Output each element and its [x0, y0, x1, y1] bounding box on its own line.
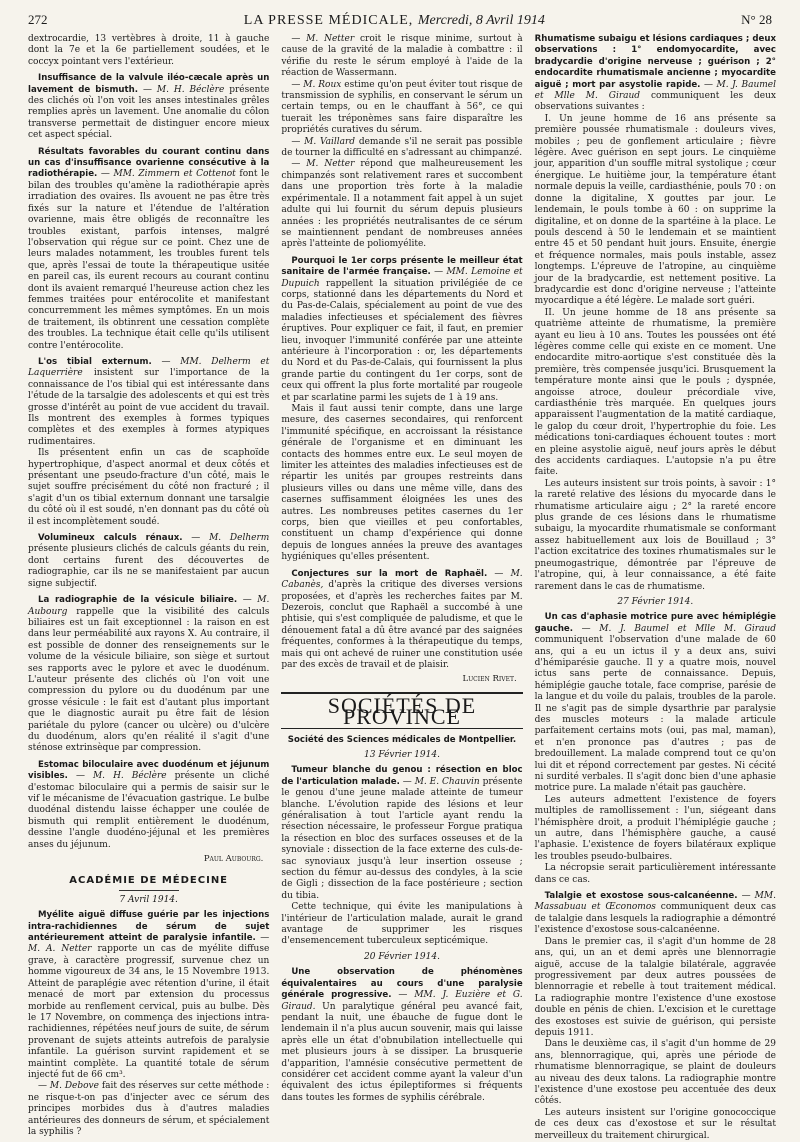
article-text: rappellent la situation privilégiée de ce corps, stationné dans les départements du Nord et du Pas-de-Calais, spécialement au point de vue des maladies infectieuses et spécialement des fièvres éruptives. Pour expliquer ce fait, il faut, en premier lieu, invoquer l'immunité conférée par une atteinte antérieure à l'incorporation : or, les départements du Nord et du Pas-de-Calais, qui fournissent la plus grande partie du contingent du 1er corps, sont de ceux qui offrent la plus forte mortalité par rougeole et par scarlatine parmi les sujets de 1 à 19 ans. [281, 278, 523, 403]
article-author: M. J. Baumel et Mlle M. Giraud [534, 79, 776, 102]
article-text: fait des réserves sur cette méthode : ne risque-t-on pas d'injecter avec ce sérum des principes morbides dus à d'autres maladies antérieures des donneurs de sérum, et spécialement la syphilis ? [28, 1081, 270, 1137]
society-title: Société des Sciences médicales de Montpellier. [287, 734, 517, 745]
discussion-netter-2: — M. Netter répond que malheureusement les chimpanzés sont relativement rares et succombent dans une proportion très forte à la maladie expérimentale. Il a notamment fait appel à un sujet adulte qui lui fournit du sérum depuis plusieurs années : les propriétés neutralisantes de ce sérum se maintiennent pendant de nombreuses années après l'atteinte de poliomyélite. [281, 159, 523, 250]
article-title: Une observation de phénomènes équivalentaires au cours d'une paralysie générale progressive. [281, 967, 523, 1001]
article-delherm-2: Volumineux calculs rénaux. — M. Delherm présente plusieurs clichés de calculs géants du rein, dont certains furent des découvertes de radiographie, car ils ne se manifestaient par aucun signe subjectif. [28, 533, 270, 589]
section-rule [119, 890, 179, 891]
signature: Paul Aubourg. [203, 854, 264, 865]
article-text: répond que malheureusement les chimpanzés sont relativement rares et succombent dans une proportion très forte à la maladie expérimentale. Il a notamment fait appel à un sujet adulte qui lui fournit du sérum depuis plusieurs années : les propriétés neutralisantes de ce sérum se maintiennent pendant de nombreuses années après l'atteinte de poliomyélite. [281, 159, 523, 250]
article-baumel-1: Rhumatisme subaigu et lésions cardiaques ; deux observations : 1° endomyocardite, avec bradycardie d'origine nerveuse ; guérison ; 2° endocardite rhumatismale ancienne ; myocardite aiguë ; mort par asystolie rapide. — M. J. Baumel et Mlle M. Giraud communiquent les deux observations suivantes : [534, 34, 776, 113]
discussion-debove: — M. Debove fait des réserves sur cette méthode : ne risque-t-on pas d'injecter avec ce sérum des principes morbides dus à d'autres maladies antérieures des donneurs de sérum, et spécialement la syphilis ? [28, 1081, 270, 1137]
article-author: MM. Lemoine et Dupuich [281, 267, 523, 289]
article-chauvin: Tumeur blanche du genou : résection en bloc de l'articulation malade. — M. E. Chauvin présente le genou d'une jeune malade atteinte de tumeur blanche. L'évolution rapide des lésions et leur généralisation à tout l'article ayant rendu la résection nécessaire, le professeur Forgue pratiqua la résection en bloc des surfaces osseuses et de la synoviale : dissection de la face externe des culs-de-sac synoviaux jusqu'à leur insertion osseuse ; section du fémur au-dessus des condyles, à la scie de Gigli ; dissection de la face postérieure ; section du tibia. [281, 765, 523, 901]
signature: Lucien Rivet. [462, 674, 517, 685]
article-author: M. A. Netter [28, 944, 92, 955]
article-text: présente un cliché d'estomac biloculaire qui a permis de saisir sur le vif le mécanisme de l'évacuation gastrique. Le bulbe duodénal distendu laisse échapper une coulée de bismuth qui remplit entièrement le duodénum, dessine l'angle duodéno-jéjunal et les premières anses du jéjunum. [28, 771, 270, 850]
paragraph: La nécropsie serait particulièrement intéressante dans ce cas. [534, 863, 776, 885]
section-title: ACADÉMIE DE MÉDECINE [69, 875, 229, 887]
article-text: communiquent les deux observations suivantes : [534, 91, 776, 113]
article-baumel-2: Un cas d'aphasie motrice pure avec hémiplégie gauche. — M. J. Baumel et Mlle M. Giraud communiquent l'observation d'une malade de 60 ans, qui a eu un ictus il y a deux ans, suivi d'hémiparésie gauche. Il y a quatre mois, nouvel ictus sans perte de connaissance. Depuis, hémiplégie gauche totale, face comprise, parésie de la langue et du voile du palais, troubles de la parole. Il ne s'agit pas de simple dysarthrie par paralysie des muscles moteurs : la malade articule parfaitement certains mots (oui, pas mal, maman), et n'en prononce pas d'autres ; pas de bredouillement. La malade comprend tout ce qu'on lui dit et répond correctement par gestes. Ni cécité ni surdité verbales. Il s'agit donc bien d'une aphasie motrice pure. La malade n'était pas gauchère. [534, 612, 776, 794]
article-title: Tumeur blanche du genou : résection en bloc de l'articulation malade. [281, 765, 523, 787]
discussion-roux: — M. Roux estime qu'on peut éviter tout risque de transmission de syphilis, en conservant le sérum un certain temps, ou en le chauffant à 56°, ce qui tuerait les tréponèmes sans faire disparaître les propriétés curatives du sérum. [281, 79, 523, 136]
paragraph: Cette technique, qui évite les manipulations à l'intérieur de l'articulation malade, aurait le grand avantage de supprimer les risques d'ensemencement tuberculeux septicémique. [281, 902, 523, 947]
column-2 [281, 34, 523, 1103]
article-text: insistent sur l'importance de la connaissance de l'os tibial qui est intéressante dans l'étude de la tarsalgie des adolescents et qui est très grosse d'intérêt au point de vue accident du travail. Ils montrent des exemples à formes typiques complètes et des exemples à formes atypiques rudimentaires. [28, 368, 270, 447]
column-1 [28, 34, 270, 1137]
article-massabuau: Talalgie et exostose sous-calcanéenne. — MM. Massabuau et Œconomos communiquent deux cas de talalgie dans lesquels la radiographie a démontré l'existence d'exostose sous-calcanéenne. [534, 891, 776, 936]
session-date: 20 Février 1914. [364, 951, 440, 962]
article-author: MM. Delherm et Laquerrière [28, 356, 270, 379]
article-title: Conjectures sur la mort de Raphaël. [291, 568, 488, 579]
article-aubourg: La radiographie de la vésicule biliaire. — M. Aubourg rappelle que la visibilité des calculs biliaires est un fait exceptionnel : la raison en est dans leur perméabilité aux rayons X. Au contraire, il est possible de donner des renseignements sur le volume de la vésicule biliaire, son siège et surtout ses rapports avec le pylore et avec le duodénum. L'auteur présente des clichés où l'on voit une compression du pylore ou du duodénum par une grosse vésicule : le fait est d'autant plus important que le diagnostic aurait pu être fait de lésion pariétale du pylore (cancer ou ulcère) ou d'ulcère du duodénum, alors qu'en réalité il s'agit d'une sténose extrinsèque par compression. [28, 595, 270, 754]
paragraph: Dans le deuxième cas, il s'agit d'un homme de 29 ans, blennorragique, qui, après une période de rhumatisme blennorragique, se plaint de douleurs au niveau des deux talons. La radiographie montre l'existence d'une exostose peu accentuée des deux côtés. [534, 1039, 776, 1107]
article-zimmern: Résultats favorables du courant continu dans un cas d'insuffisance ovarienne consécutive à la radiothérapie. — MM. Zimmern et Cottenot font le bilan des troubles qu'amène la radiothérapie après irradiation des ovaires. Ils avouent ne pas être très fixés sur la nature et l'étendue de l'altération ovarienne, mais être obligés de reconnaître les troubles existant, parfois intenses, malgré l'observation qui régue sur ce point. Chez une de leurs malades notamment, les troubles furent tels que, après l'essai de toute la thérapeutique usitée en pareil cas, ils eurent recours au courant continu dont ils avaient remarqué l'heureuse action chez les femmes traitées pour entérocolite et manifestant concurremment les mêmes symptômes. En un mois de traitement, ils obtinrent une cessation complète des troubles. La technique était celle qu'ils utilisent contre l'entérocolite. [28, 146, 270, 351]
article-text: estime qu'on peut éviter tout risque de transmission de syphilis, en conservant le sérum un certain temps, ou en le chauffant à 56°, ce qui tuerait les tréponèmes sans faire disparaître les propriétés curatives du sérum. [281, 79, 523, 136]
article-delherm-1: L'os tibial externum. — MM. Delherm et Laquerrière insistent sur l'importance de la connaissance de l'os tibial qui est intéressante dans l'étude de la tarsalgie des adolescents et qui est très grosse d'intérêt au point de vue accident du travail. Ils montrent des exemples à formes typiques complètes et des exemples à formes atypiques rudimentaires. [28, 356, 270, 447]
article-text: présente des clichés où l'on voit les anses intestinales grêles remplies après un lavement. Une anomalie du côlon transverse permettait de distinguer encore mieux cet aspect spécial. [28, 84, 270, 141]
section-banner: SOCIÉTÉS DE PROVINCE [281, 692, 522, 729]
article-text: communiquent deux cas de talalgie dans lesquels la radiographie a démontré l'existence d'exostose sous-calcanéenne. [534, 902, 776, 936]
article-author: MM. Zimmern et Cottenot [113, 169, 236, 180]
article-title: La radiographie de la vésicule biliaire. [38, 595, 238, 606]
article-author: M. E. Chauvin [414, 776, 480, 787]
paragraph: dextrocardie, 13 vertèbres à droite, 11 à gauche dont la 7e et la 6e partiellement soudées, et le coccyx pointant vers l'extérieur. [28, 34, 270, 67]
discussion-netter-1: — M. Netter croit le risque minime, surtout à cause de la gravité de la maladie à combattre : il vérifie du reste le sérum employé à l'aide de la réaction de Wassermann. [281, 34, 523, 79]
article-title: Insuffisance de la valvule iléo-cæcale après un lavement de bismuth. [28, 73, 270, 95]
paragraph: Les auteurs insistent sur l'origine gonococcique de ces deux cas d'exostose et sur le résultat merveilleux du traitement chirurgical. [534, 1107, 776, 1141]
article-author: M. Roux [303, 79, 342, 90]
article-title: Pourquoi le 1er corps présente le meilleur état sanitaire de l'armée française. [281, 255, 523, 278]
article-lemoine: Pourquoi le 1er corps présente le meilleur état sanitaire de l'armée française. — MM. Lemoine et Dupuich rappellent la situation privilégiée de ce corps, stationné dans les départements du Nord et du Pas-de-Calais, spécialement au point de vue des maladies infectieuses et spécialement des fièvres éruptives. Pour expliquer ce fait, il faut, en premier lieu, invoquer l'immunité conférée par une atteinte antérieure à l'incorporation : or, les départements du Nord et du Pas-de-Calais, qui fournissent la plus grande partie du contingent du 1er corps, sont de ceux qui offrent la plus forte mortalité par rougeole et par scarlatine parmi les sujets de 1 à 19 ans. [281, 255, 523, 403]
article-cabanes: Conjectures sur la mort de Raphaël. — M. Cabanès, d'après la critique des diverses versions proposées, et d'après les recherches faites par M. Dezerois, conclut que Raphaël a succombé à une phtisie, qui s'est compliquée de paludisme, et que le dénouement fatal a dû être avancé par des saignées fréquentes, conformes à la thérapeutique du temps, mais qui ont achevé de ruiner une constitution usée par des excès de travail et de plaisir. [281, 568, 523, 670]
article-title: Résultats favorables du courant continu dans un cas d'insuffisance ovarienne consécutive à la radiothérapie. [28, 146, 270, 180]
article-author: M. Vaillard [304, 136, 356, 147]
article-text: Un paralytique général peu avancé fait, pendant la nuit, une ébauche de fugue dont le lendemain il n'a plus aucun souvenir, mais qui laisse après elle un état d'obnubilation intellectuelle qui met plusieurs jours à se dissiper. La brusquerie d'apparition, l'amnésie consécutive permettent de considérer cet accident comme ayant la valeur d'un équivalent des ictus épileptiformes si fréquents dans toutes les formes de syphilis cérébrale. [281, 1001, 523, 1103]
article-author: M. J. Baumel et Mlle M. Giraud [599, 623, 776, 634]
page-number: 272 [28, 12, 48, 27]
masthead-title: LA PRESSE MÉDICALE, [243, 13, 414, 28]
article-author: M. H. Béclère [92, 771, 167, 782]
article-text: d'après la critique des diverses versions proposées, et d'après les recherches faites par M. Dezerois, conclut que Raphaël a succombé à une phtisie, qui s'est compliquée de paludisme, et que le dénouement fatal a dû être avancé par des saignées fréquentes, conformes à la thérapeutique du temps, mais qui ont achevé de ruiner une constitution usée par des excès de travail et de plaisir. [281, 580, 523, 670]
article-title: Estomac biloculaire avec duodénum et jéjunum visibles. [28, 759, 270, 782]
issue-date: Mercredi, 8 Avril 1914 [417, 13, 545, 28]
section-date: 7 Avril 1914. [119, 894, 178, 905]
article-text: demande s'il ne serait pas possible de tourner la difficulté en s'adressant au chimpanzé. [281, 136, 523, 159]
article-author: M. Debove [49, 1081, 99, 1092]
article-author: M. H. Béclère [156, 84, 225, 95]
observation-2: II. Un jeune homme de 18 ans présente sa quatrième atteinte de rhumatisme, la première ayant eu lieu à 10 ans. Toutes les poussées ont été légères comme celle qui existe en ce moment. Une endocardite mitro-aortique s'est constituée dès la première, très compensée jusqu'ici. Brusquement la température monte ainsi que le pouls ; dyspnée, angoisse atroce, douleur précordiale vive, cardiasthénie très marquée. En quelques jours apparaissent l'augmentation de la matité cardiaque, le galop du cœur droit, l'hypertrophie du foie. Les médications toni-cardiaques échouent toutes : mort en pleine asystolie aiguë, neuf jours après le début des accidents cardiaques. L'autopsie n'a pu être faite. [534, 307, 776, 478]
session-date: 27 Février 1914. [617, 596, 694, 607]
column-3 [534, 34, 776, 1141]
article-beclere-2: Estomac biloculaire avec duodénum et jéjunum visibles. — M. H. Béclère présente un cliché d'estomac biloculaire qui a permis de saisir sur le vif le mécanisme de l'évacuation gastrique. Le bulbe duodénal distendu laisse échapper une coulée de bismuth qui remplit entièrement le duodénum, dessine l'angle duodéno-jéjunal et les premières anses du jéjunum. [28, 759, 270, 850]
article-netter: Myélite aiguë diffuse guérie par les injections intra-rachidiennes de sérum de sujet antérieurement atteint de paralysie infantile. — M. A. Netter rapporte un cas de myélite diffuse grave, à caractère progressif, survenue chez un homme vigoureux de 34 ans, le 15 Novembre 1913. Atteint de paraplégie avec rétention d'urine, il était menacé de mort par extension du processus morbide au renflement cervical, puis au bulbe. Dès le 17 Novembre, on commença des injections intra-rachidiennes, répétées neuf jours de suite, de sérum provenant de sujets atteints autrefois de paralysie infantile. La guérison survint rapidement et se maintint complète. La quantité totale de sérum injecté fut de 66 cm³. [28, 910, 270, 1080]
paragraph: Les auteurs admettent l'existence de foyers multiples de ramollissement : l'un, siégeant dans l'hémisphère droit, a produit l'hémiplégie gauche ; un autre, dans l'hémisphère gauche, a causé l'aphasie. L'existence de foyers bilatéraux explique les troubles pseudo-bulbaires. [534, 794, 776, 862]
paragraph: Les auteurs insistent sur trois points, à savoir : 1° la rareté relative des lésions du myocarde dans le rhumatisme articulaire aigu ; 2° la rareté encore plus grande de ces lésions dans le rhumatisme subaigu, la myocardite rhumatismale se conformant assez habituellement aux lois de Bouillaud ; 3° l'action excitatrice des toxines rhumatismales sur le pneumogastrique, démontrée par l'épreuve de l'atropine, qui, à leur connaissance, a été faite rarement dans le cas de rhumatisme. [534, 478, 776, 592]
article-columns [28, 34, 776, 1141]
article-author: M. Delherm [209, 533, 270, 544]
article-author: MM. J. Euzière et G. Giraud. [281, 990, 523, 1012]
article-author: M. Aubourg [28, 595, 270, 617]
article-beclere-1: Insuffisance de la valvule iléo-cæcale après un lavement de bismuth. — M. H. Béclère présente des clichés où l'on voit les anses intestinales grêles remplies après un lavement. Une anomalie du côlon transverse permettait de distinguer encore mieux cet aspect spécial. [28, 73, 270, 141]
masthead [244, 13, 545, 29]
paragraph: Ils présentent enfin un cas de scaphoïde hypertrophique, d'aspect anormal et deux côtés et présentant une pseudo-fracture d'un côté, mais le sujet souffre précisément du côté non fracturé ; il s'agit d'un os tibial externum donnant une tarsalgie du côté où il est soudé, n'en donnant pas du côté où il est incomplètement soudé. [28, 448, 270, 527]
article-text: rapporte un cas de myélite diffuse grave, à caractère progressif, survenue chez un homme vigoureux de 34 ans, le 15 Novembre 1913. Atteint de paraplégie avec rétention d'urine, il était menacé de mort par extension du processus morbide au renflement cervical, puis au bulbe. Dès le 17 Novembre, on commença des injections intra-rachidiennes, répétées neuf jours de suite, de sérum provenant de sujets atteints autrefois de paralysie infantile. La guérison survint rapidement et se maintint complète. La quantité totale de sérum injecté fut de 66 cm³. [28, 944, 270, 1080]
article-title: Volumineux calculs rénaux. [38, 533, 183, 544]
article-text: communiquent l'observation d'une malade de 60 ans, qui a eu un ictus il y a deux ans, suivi d'hémiparésie gauche. Il y a quatre mois, nouvel ictus sans perte de connaissance. Depuis, hémiplégie gauche totale, face comprise, parésie de la langue et du voile du palais, troubles de la parole. Il ne s'agit pas de simple dysarthrie par paralysie des muscles moteurs : la malade articule parfaitement certains mots (oui, pas mal, maman), et n'en prononce pas d'autres ; pas de bredouillement. La malade comprend tout ce qu'on lui dit et répond correctement par gestes. Ni cécité ni surdité verbales. Il s'agit donc bien d'une aphasie motrice pure. La malade n'était pas gauchère. [534, 635, 776, 794]
article-text: présente plusieurs clichés de calculs géants du rein, dont certains furent des découvertes de radiographie, car ils ne se manifestaient par aucun signe subjectif. [28, 544, 270, 589]
article-text: présente le genou d'une jeune malade atteinte de tumeur blanche. L'évolution rapide des lésions et leur généralisation à tout l'article ayant rendu la résection nécessaire, le professeur Forgue pratiqua la résection en bloc des surfaces osseuses et de la synoviale : dissection de la face externe des culs-de-sac synoviaux jusqu'à leur insertion osseuse ; section du fémur au-dessus des condyles, à la scie de Gigli ; dissection de la face postérieure ; section du tibia. [281, 776, 523, 901]
article-text: rappelle que la visibilité des calculs biliaires est un fait exceptionnel : la raison en est dans leur perméabilité aux rayons X. Au contraire, il est possible de donner des renseignements sur le volume de la vésicule biliaire, son siège et surtout ses rapports avec le pylore et avec le duodénum. L'auteur présente des clichés où l'on voit une compression du pylore ou du duodénum par une grosse vésicule : le fait est d'autant plus important que le diagnostic aurait pu être fait de lésion pariétale du pylore (cancer ou ulcère) ou d'ulcère du duodénum, alors qu'en réalité il s'agit d'une sténose extrinsèque par compression. [28, 606, 270, 754]
article-author: MM. Massabuau et Œconomos [534, 891, 776, 913]
paragraph: Dans le premier cas, il s'agit d'un homme de 28 ans, qui, un an et demi après une blennorragie aiguë, accuse de la talalgie bilatérale, aggravée progressivement par deux autres poussées de blennorragie et rebelle à tout traitement médical. La radiographie montre l'existence d'une exostose double en pénis de chien. L'excision et le curettage des exostoses est suivie de guérison, qui persiste depuis 1911. [534, 936, 776, 1038]
article-author: M. Netter [306, 159, 355, 170]
observation-1: I. Un jeune homme de 16 ans présente sa première poussée rhumatismale : douleurs vives, mobiles ; peu de gonflement articulaire ; fièvre légère. Avec guérison en sept jours. Le cinquième jour, apparition d'un souffle mitral systolique ; cœur énergique. Le huitième jour, la température étant normale depuis la veille, cardiasthénie, pouls 70 : on donne la digitaline, X gouttes par jour. Le lendemain, le pouls tombe à 60 : on supprime la digitaline, et on donne de la spartéine à la place. Le pouls descend à 50 le lendemain et se maintient entre 45 et 50 pendant huit jours. Ensuite, énergie et fréquence normales, mais pouls instable, assez longtemps. L'épreuve de l'atropine, au cinquième jour de la bradycardie, est nettement positive. La bradycardie est donc d'origine nerveuse ; l'atteinte myocardique a été légère. Le malade sort guéri. [534, 113, 776, 307]
paragraph: Mais il faut aussi tenir compte, dans une large mesure, des casernes secondaires, qui renforcent l'immunité spécifique, en accroissant la résistance générale de l'organisme et en diminuant les contacts des hommes entre eux. Le seul moyen de limiter les atteintes des maladies infectieuses est de répartir les unités par groupes restreints dans plusieurs villes ou dans une même ville, dans des casernes suffisamment éloignées les unes des autres. Les nombreuses petites casernes du 1er corps, bien que vieilles et peu confortables, constituent un champ d'expérience qui donne depuis de longues années la preuve des avantages hygiéniques qu'elles présentent. [281, 404, 523, 563]
article-title: Talalgie et exostose sous-calcanéenne. [544, 891, 738, 902]
article-text: croit le risque minime, surtout à cause de la gravité de la maladie à combattre : il vérifie du reste le sérum employé à l'aide de la réaction de Wassermann. [281, 34, 523, 79]
article-title: Myélite aiguë diffuse guérie par les injections intra-rachidiennes de sérum de sujet antérieurement atteint de paralysie infantile. [28, 910, 270, 944]
article-title: Rhumatisme subaigu et lésions cardiaques ; deux observations : 1° endomyocardite, avec bradycardie d'origine nerveuse ; guérison ; 2° endocardite rhumatismale ancienne ; myocardite aiguë ; mort par asystolie rapide. [534, 34, 776, 90]
issue-number: N° 28 [741, 12, 772, 27]
discussion-vaillard: — M. Vaillard demande s'il ne serait pas possible de tourner la difficulté en s'adressant au chimpanzé. [281, 136, 523, 159]
page-header [28, 12, 772, 34]
article-euziere: Une observation de phénomènes équivalentaires au cours d'une paralysie générale progressive. — MM. J. Euzière et G. Giraud. Un paralytique général peu avancé fait, pendant la nuit, une ébauche de fugue dont le lendemain il n'a plus aucun souvenir, mais qui laisse après elle un état d'obnubilation intellectuelle qui met plusieurs jours à se dissiper. La brusquerie d'apparition, l'amnésie consécutive permettent de considérer cet accident comme ayant la valeur d'un équivalent des ictus épileptiformes si fréquents dans toutes les formes de syphilis cérébrale. [281, 967, 523, 1103]
article-title: Un cas d'aphasie motrice pure avec hémiplégie gauche. [534, 612, 776, 634]
article-author: M. Netter [306, 34, 355, 44]
article-author: M. Cabanès, [281, 568, 523, 591]
article-title: L'os tibial externum. [38, 356, 152, 367]
session-date: 13 Février 1914. [364, 749, 440, 760]
article-text: font le bilan des troubles qu'amène la radiothérapie après irradiation des ovaires. Ils avouent ne pas être très fixés sur la nature et l'étendue de l'altération ovarienne, mais être obligés de reconnaître les troubles existant, parfois intenses, malgré l'observation qui régue sur ce point. Chez une de leurs malades notamment, les troubles furent tels que, après l'essai de toute la thérapeutique usitée en pareil cas, ils eurent recours au courant continu dont ils avaient remarqué l'heureuse action chez les femmes traitées pour entérocolite et manifestant concurremment les mêmes symptômes. En un mois de traitement, ils obtinrent une cessation complète des troubles. La technique était celle qu'ils utilisent contre l'entérocolite. [28, 169, 270, 351]
